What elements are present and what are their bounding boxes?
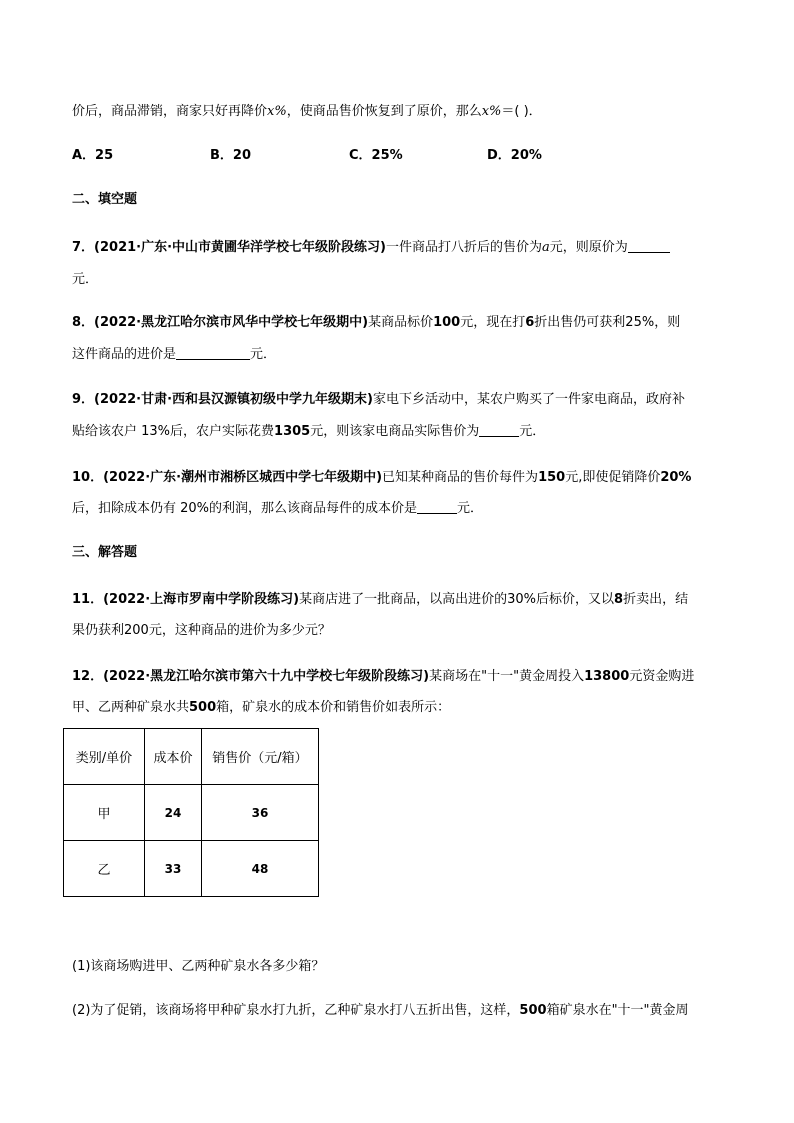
q8-num2: 6 xyxy=(525,315,535,330)
q12-source: (2022·黑龙江哈尔滨市第六十九中学校七年级阶段练习) xyxy=(103,669,430,684)
q6-var2: x% xyxy=(481,104,502,119)
table-cell-price: 48 xyxy=(202,841,319,897)
section-title-fill-blank: 二、填空题 xyxy=(72,192,138,207)
q9-line1 xyxy=(72,390,685,410)
q9-line2-a: 贴给该农户 13%后，农户实际花费 xyxy=(72,424,275,439)
q10-num2: 20% xyxy=(660,470,692,485)
q12-sub2-a: (2)为了促销，该商场将甲种矿泉水打九折，乙种矿泉水打八五折出售，这样， xyxy=(72,1003,520,1018)
q12-line2-a: 甲、乙两种矿泉水共 xyxy=(72,700,190,715)
q12-sub2-b: 箱矿泉水在"十一"黄金周 xyxy=(546,1003,689,1018)
q8-num3: 25% xyxy=(625,315,655,330)
q6-option-d[interactable]: D．20% xyxy=(487,148,542,163)
q9-answer-blank[interactable] xyxy=(479,422,519,437)
q12-sub2-num: 500 xyxy=(519,1003,547,1018)
q12-number: 12． xyxy=(72,669,104,684)
section-title-solve: 三、解答题 xyxy=(72,545,138,560)
q10-line1 xyxy=(72,468,691,488)
q6-options xyxy=(72,146,772,166)
q6-text-c: ＝( )． xyxy=(501,104,542,119)
q7-line1 xyxy=(72,238,670,258)
table-row xyxy=(64,841,319,897)
q10-num1: 150 xyxy=(538,470,566,485)
table-header-row xyxy=(64,729,319,785)
q7-text-b: 元，则原价为 xyxy=(549,240,628,255)
q9-line2-c: 元． xyxy=(519,424,546,439)
q7-var: a xyxy=(542,240,550,255)
q9-text-a: 家电下乡活动中，某农户购买了一件家电商品，政府补 xyxy=(373,392,686,407)
q9-num1: 1305 xyxy=(274,424,311,439)
table-cell-price: 36 xyxy=(202,785,319,841)
q7-text-a: 一件商品打八折后的售价为 xyxy=(386,240,543,255)
q7-source: (2021·广东·中山市黄圃华洋学校七年级阶段练习) xyxy=(94,240,386,255)
table-header-cell: 销售价（元/箱） xyxy=(202,729,319,785)
q12-line1 xyxy=(72,667,694,687)
q12-text-a: 某商场在"十一"黄金周投入 xyxy=(429,669,585,684)
q8-source: (2022·黑龙江哈尔滨市风华中学校七年级期中) xyxy=(94,315,369,330)
q11-line2: 果仍获利200元，这种商品的进价为多少元？ xyxy=(72,623,331,638)
q12-text-b: 元资金购进 xyxy=(629,669,695,684)
q10-answer-blank[interactable] xyxy=(417,499,457,514)
q8-text-d: ，则 xyxy=(654,315,681,330)
q10-line2-b: 元． xyxy=(457,501,484,516)
q9-number: 9． xyxy=(72,392,95,407)
q9-line2-b: 元，则该家电商品实际售价为 xyxy=(310,424,480,439)
q10-line2 xyxy=(72,499,483,519)
table-header-cell: 类别/单价 xyxy=(64,729,145,785)
table-row xyxy=(64,785,319,841)
q7-line2: 元． xyxy=(72,272,99,287)
q9-line2 xyxy=(72,422,545,442)
q7-number: 7． xyxy=(72,240,95,255)
q8-answer-blank[interactable] xyxy=(176,345,250,360)
q12-line2-b: 箱，矿泉水的成本价和销售价如表所示： xyxy=(216,700,451,715)
q6-line1 xyxy=(72,102,542,122)
q8-text-b: 元，现在打 xyxy=(460,315,526,330)
q12-line2 xyxy=(72,698,450,718)
q8-text-c: 折出售仍可获利 xyxy=(534,315,626,330)
table-cell-category: 甲 xyxy=(64,785,145,841)
q10-line2-a: 后，扣除成本仍有 20%的利润，那么该商品每件的成本价是 xyxy=(72,501,418,516)
q6-text-a: 价后，商品滞销，商家只好再降价 xyxy=(72,104,268,119)
q6-text-b: ，使商品售价恢复到了原价，那么 xyxy=(286,104,482,119)
q10-text-a: 已知某种商品的售价每件为 xyxy=(382,470,539,485)
q8-line2 xyxy=(72,345,276,365)
q8-number: 8． xyxy=(72,315,95,330)
q10-number: 10． xyxy=(72,470,104,485)
q11-num1: 8 xyxy=(614,592,624,607)
q6-option-a[interactable]: A．25 xyxy=(72,148,114,163)
q7-answer-blank[interactable] xyxy=(628,238,670,253)
table-cell-category: 乙 xyxy=(64,841,145,897)
q6-option-c[interactable]: C．25% xyxy=(349,148,403,163)
q12-num1: 13800 xyxy=(584,669,630,684)
q11-line1 xyxy=(72,590,688,610)
table-cell-cost: 24 xyxy=(145,785,202,841)
q10-text-b: 元,即使促销降价 xyxy=(565,470,661,485)
q8-text-a: 某商品标价 xyxy=(368,315,434,330)
q6-var1: x% xyxy=(267,104,287,119)
q8-line2-a: 这件商品的进价是 xyxy=(72,347,177,362)
q11-number: 11． xyxy=(72,592,104,607)
q11-text-a: 某商店进了一批商品，以高出进价的30%后标价，又以 xyxy=(299,592,615,607)
q9-source: (2022·甘肃·西和县汉源镇初级中学九年级期末) xyxy=(94,392,373,407)
table-header-cell: 成本价 xyxy=(145,729,202,785)
price-table xyxy=(63,728,319,897)
q12-num2: 500 xyxy=(189,700,217,715)
q6-option-b[interactable]: B．20 xyxy=(210,148,251,163)
q8-line2-b: 元． xyxy=(250,347,277,362)
q11-source: (2022·上海市罗南中学阶段练习) xyxy=(103,592,300,607)
q8-num1: 100 xyxy=(433,315,461,330)
q10-source: (2022·广东·潮州市湘桥区城西中学七年级期中) xyxy=(103,470,383,485)
table-cell-cost: 33 xyxy=(145,841,202,897)
q12-sub1 xyxy=(72,957,324,977)
q8-line1 xyxy=(72,313,680,333)
q12-sub2 xyxy=(72,1001,689,1021)
q12-sub1-text: (1)该商场购进甲、乙两种矿泉水各多少箱？ xyxy=(72,959,325,974)
q11-text-b: 折卖出，结 xyxy=(623,592,689,607)
